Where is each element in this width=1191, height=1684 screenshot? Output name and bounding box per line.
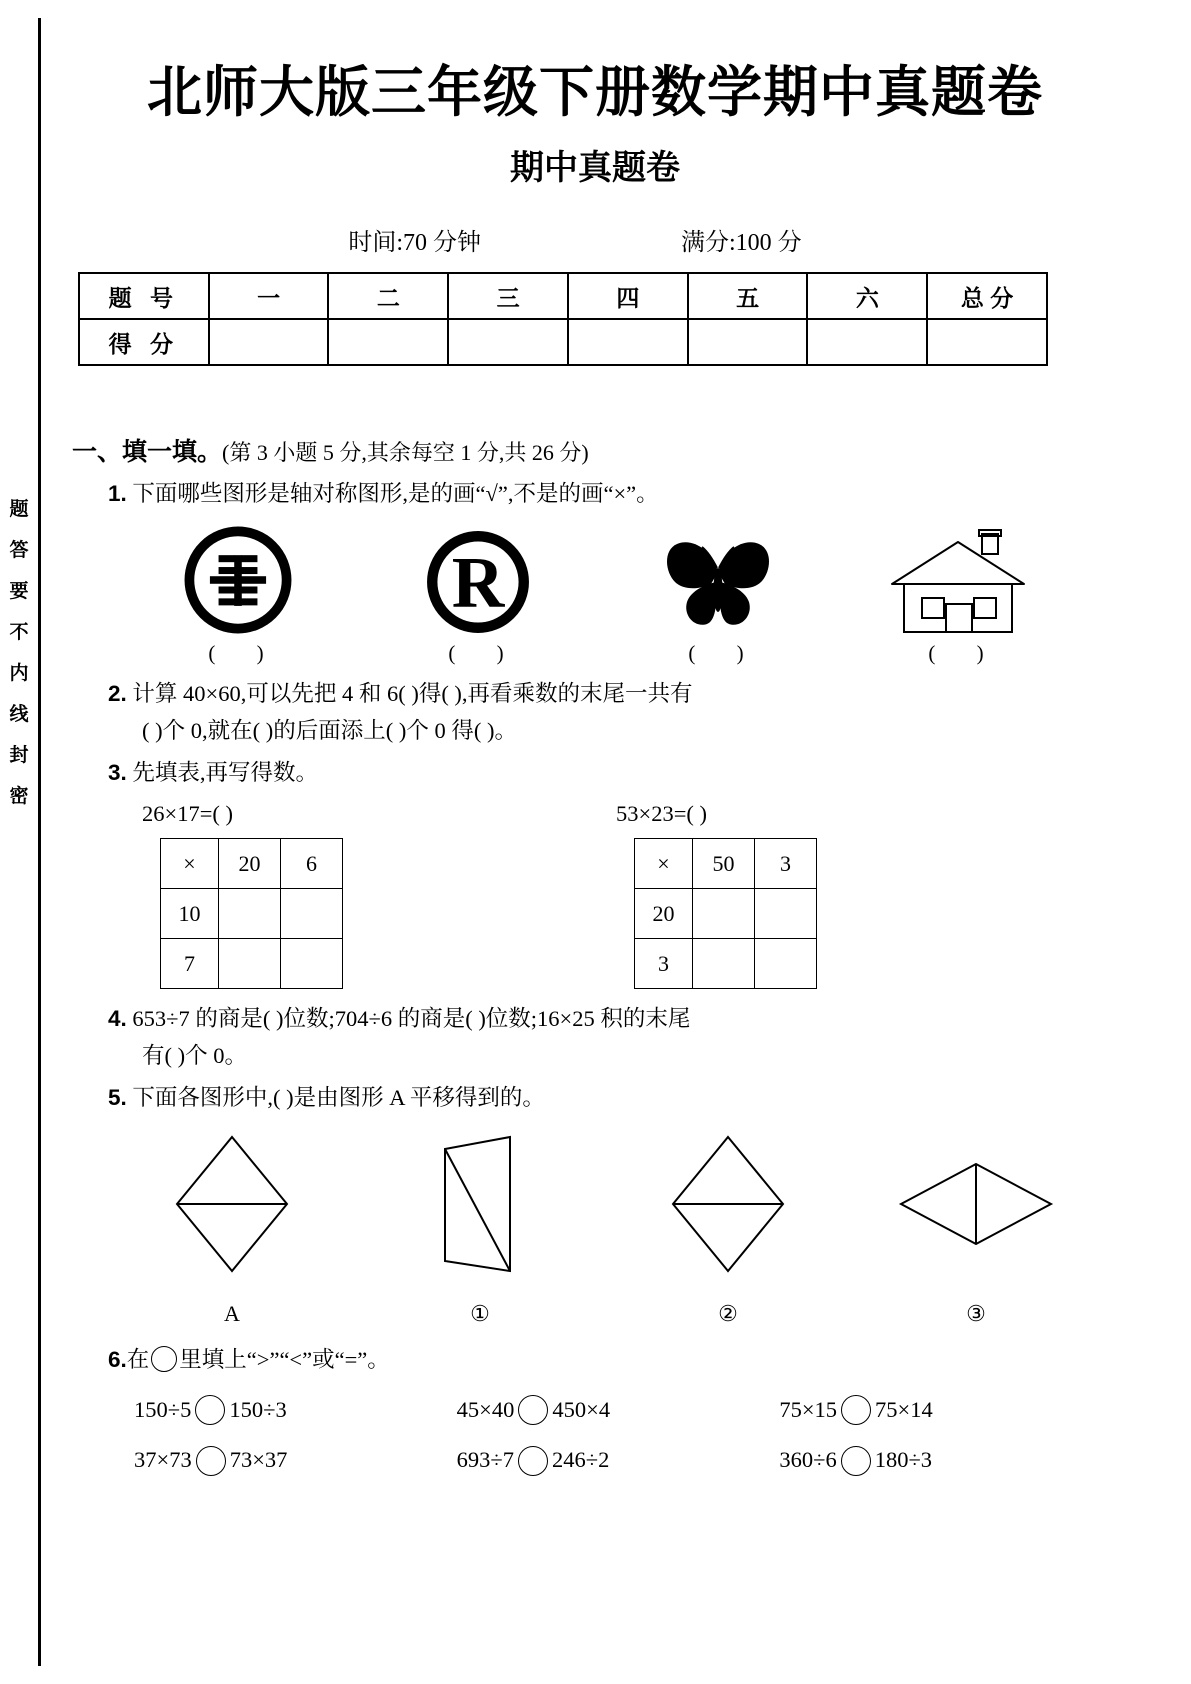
question-4 [108, 1001, 1102, 1074]
shape-2 [604, 1129, 852, 1332]
figure-4 [838, 522, 1078, 670]
question-5 [108, 1080, 1102, 1332]
compare-2-2-blank[interactable] [518, 1446, 548, 1476]
grid-2-cell-1-1[interactable] [693, 889, 755, 939]
shape-a-caption: A [224, 1300, 240, 1326]
question-3-grids [108, 796, 1102, 989]
score-entry-6[interactable] [807, 319, 927, 365]
grid-2-col-2: 3 [755, 839, 817, 889]
registered-trademark-icon [358, 522, 598, 634]
grid-1-equation[interactable]: 26×17=( ) [142, 800, 233, 826]
question-6-number: 6. [108, 1346, 127, 1372]
question-2-number: 2. [108, 681, 127, 707]
score-col-6: 六 [807, 273, 927, 319]
score-col-total: 总 分 [927, 273, 1047, 319]
compare-1-1-left: 150÷5 [134, 1397, 192, 1423]
shape-2-caption: ② [718, 1300, 738, 1326]
question-3 [108, 755, 1102, 989]
grid-2-cell-2-1[interactable] [693, 939, 755, 989]
table-row [635, 839, 817, 889]
grid-2-row-2-label: 3 [635, 939, 693, 989]
seal-char: 答 [9, 540, 29, 561]
table-row [161, 839, 343, 889]
figure-1 [118, 522, 358, 670]
figure-1-answer-blank[interactable]: ( ) [208, 641, 282, 666]
question-4-line-2[interactable]: 有( )个 0。 [142, 1042, 247, 1068]
question-6-row-1 [134, 1392, 1102, 1428]
rhombus-horizontal-icon [896, 1129, 1056, 1279]
compare-2-1-left: 37×73 [134, 1447, 192, 1473]
seal-char: 封 [9, 745, 29, 766]
table-row [79, 319, 1047, 365]
triangle-pair-rotated-icon [415, 1129, 545, 1279]
compare-1-3 [779, 1392, 1102, 1428]
compare-2-2-right: 246÷2 [552, 1447, 610, 1473]
rhombus-vertical-translated-icon [663, 1129, 793, 1279]
question-2-line-1 [108, 676, 1102, 712]
compare-2-3-right: 180÷3 [874, 1447, 933, 1473]
figure-3 [598, 522, 838, 670]
question-3-prompt: 先填表,再写得数。 [132, 760, 319, 786]
compare-2-1-blank[interactable] [196, 1446, 226, 1476]
circle-placeholder-icon [151, 1346, 177, 1372]
compare-2-2-left: 693÷7 [456, 1447, 515, 1473]
grid-1-col-2: 6 [281, 839, 343, 889]
table-row [79, 273, 1047, 319]
grid-2-row-1-label: 20 [635, 889, 693, 939]
compare-2-1-right: 73×37 [229, 1447, 288, 1473]
exam-duration: 时间:70 分钟 [348, 230, 481, 256]
butterfly-icon [598, 522, 838, 634]
section-1-title: 一、填一填。 [72, 438, 223, 466]
question-2 [108, 676, 1102, 749]
house-icon [838, 522, 1078, 634]
score-table-row-header: 得 分 [79, 319, 209, 365]
question-2-line-2[interactable]: ( )个 0,就在( )的后面添上( )个 0 得( )。 [142, 717, 517, 743]
svg-text:R: R [451, 542, 505, 624]
question-1-prompt: 下面哪些图形是轴对称图形,是的画“√”,不是的画“×”。 [132, 481, 659, 506]
section-1-heading [72, 432, 1102, 468]
rhombus-vertical-icon [167, 1129, 297, 1279]
score-entry-3[interactable] [448, 319, 568, 365]
score-table-row-header: 题 号 [79, 273, 209, 319]
shape-1 [356, 1129, 604, 1332]
section-1-note: (第 3 小题 5 分,其余每空 1 分,共 26 分) [222, 440, 589, 465]
score-entry-5[interactable] [688, 319, 808, 365]
compare-1-1-blank[interactable] [195, 1395, 225, 1425]
compare-1-3-blank[interactable] [841, 1395, 871, 1425]
grid-2-table [634, 838, 817, 989]
seal-char: 不 [9, 622, 29, 643]
grid-1-row-1-label: 10 [161, 889, 219, 939]
compare-2-1 [134, 1442, 457, 1478]
figure-2 [358, 522, 598, 670]
multiplication-grid-2 [616, 796, 1056, 989]
compare-1-3-right: 75×14 [875, 1397, 933, 1423]
question-6-prompt-before: 在 [126, 1346, 150, 1372]
shape-a [108, 1129, 356, 1332]
seal-char: 密 [9, 786, 29, 807]
question-4-number: 4. [108, 1006, 127, 1032]
question-1-figures [118, 522, 1102, 670]
score-entry-1[interactable] [209, 319, 329, 365]
seal-char: 线 [9, 704, 29, 725]
grid-1-cell-2-2[interactable] [281, 939, 343, 989]
exam-total-score: 满分:100 分 [681, 230, 802, 256]
score-entry-total[interactable] [927, 319, 1047, 365]
grid-1-table [160, 838, 343, 989]
question-1-text [108, 476, 1102, 512]
score-table [78, 272, 1048, 366]
question-5-text [108, 1080, 1102, 1116]
compare-1-1-right: 150÷3 [229, 1397, 287, 1423]
question-1 [108, 476, 1102, 670]
seal-char: 题 [9, 499, 29, 520]
grid-1-cell-1-1[interactable] [219, 889, 281, 939]
question-6-prompt-after: 里填上“>”“<”或“=”。 [179, 1346, 390, 1372]
compare-1-3-left: 75×15 [779, 1397, 838, 1423]
question-5-prompt[interactable]: 下面各图形中,( )是由图形 A 平移得到的。 [132, 1085, 545, 1111]
page-subtitle: 期中真题卷 [510, 149, 680, 187]
table-row [161, 939, 343, 989]
question-6-text [108, 1342, 1102, 1378]
question-6-row-2 [134, 1442, 1102, 1478]
score-col-3: 三 [448, 273, 568, 319]
table-row [161, 889, 343, 939]
compare-1-1 [134, 1392, 457, 1428]
seal-char: 内 [9, 663, 29, 684]
grid-2-col-1: 50 [693, 839, 755, 889]
score-col-2: 二 [328, 273, 448, 319]
figure-4-answer-blank[interactable]: ( ) [928, 641, 1002, 666]
shape-1-caption: ① [470, 1300, 490, 1326]
compare-2-3 [779, 1442, 1102, 1478]
question-4-line-1 [108, 1001, 1102, 1037]
seal-line-vertical-text [0, 500, 38, 1060]
compare-1-2-blank[interactable] [518, 1395, 548, 1425]
question-5-number: 5. [108, 1085, 127, 1111]
compare-1-2 [457, 1392, 780, 1428]
score-entry-4[interactable] [568, 319, 688, 365]
compare-2-3-blank[interactable] [841, 1446, 871, 1476]
figure-2-answer-blank[interactable]: ( ) [448, 641, 522, 666]
grid-1-cell-1-2[interactable] [281, 889, 343, 939]
grid-1-row-2-label: 7 [161, 939, 219, 989]
question-1-number: 1. [108, 481, 127, 506]
compare-1-2-right: 450×4 [552, 1397, 611, 1423]
shape-3-caption: ③ [966, 1300, 986, 1326]
compare-2-2 [457, 1442, 780, 1478]
question-2-text-1[interactable]: 计算 40×60,可以先把 4 和 6( )得( ),再看乘数的末尾一共有 [132, 681, 693, 707]
state-grid-logo-icon [118, 522, 358, 634]
compare-1-2-left: 45×40 [456, 1397, 515, 1423]
seal-char: 要 [9, 581, 29, 602]
score-col-1: 一 [209, 273, 329, 319]
exam-body [72, 432, 1102, 1479]
question-3-text [108, 755, 1102, 791]
score-entry-2[interactable] [328, 319, 448, 365]
seal-line-rule [38, 18, 41, 1666]
question-3-number: 3. [108, 760, 127, 786]
grid-2-corner: × [635, 839, 693, 889]
grid-2-cell-1-2[interactable] [755, 889, 817, 939]
score-col-5: 五 [688, 273, 808, 319]
compare-2-3-left: 360÷6 [779, 1447, 837, 1473]
page-title: 北师大版三年级下册数学期中真题卷 [146, 61, 1043, 123]
question-4-text-1[interactable]: 653÷7 的商是( )位数;704÷6 的商是( )位数;16×25 积的末尾 [132, 1006, 691, 1032]
table-row [635, 939, 817, 989]
grid-2-equation[interactable]: 53×23=( ) [616, 800, 707, 826]
grid-1-corner: × [161, 839, 219, 889]
shape-3 [852, 1129, 1100, 1332]
exam-meta [70, 222, 1080, 257]
multiplication-grid-1 [142, 796, 582, 989]
table-row [635, 889, 817, 939]
question-5-shapes [108, 1129, 1102, 1332]
figure-3-answer-blank[interactable]: ( ) [688, 641, 762, 666]
question-6 [108, 1342, 1102, 1479]
grid-2-cell-2-2[interactable] [755, 939, 817, 989]
grid-1-cell-2-1[interactable] [219, 939, 281, 989]
grid-1-col-1: 20 [219, 839, 281, 889]
score-col-4: 四 [568, 273, 688, 319]
